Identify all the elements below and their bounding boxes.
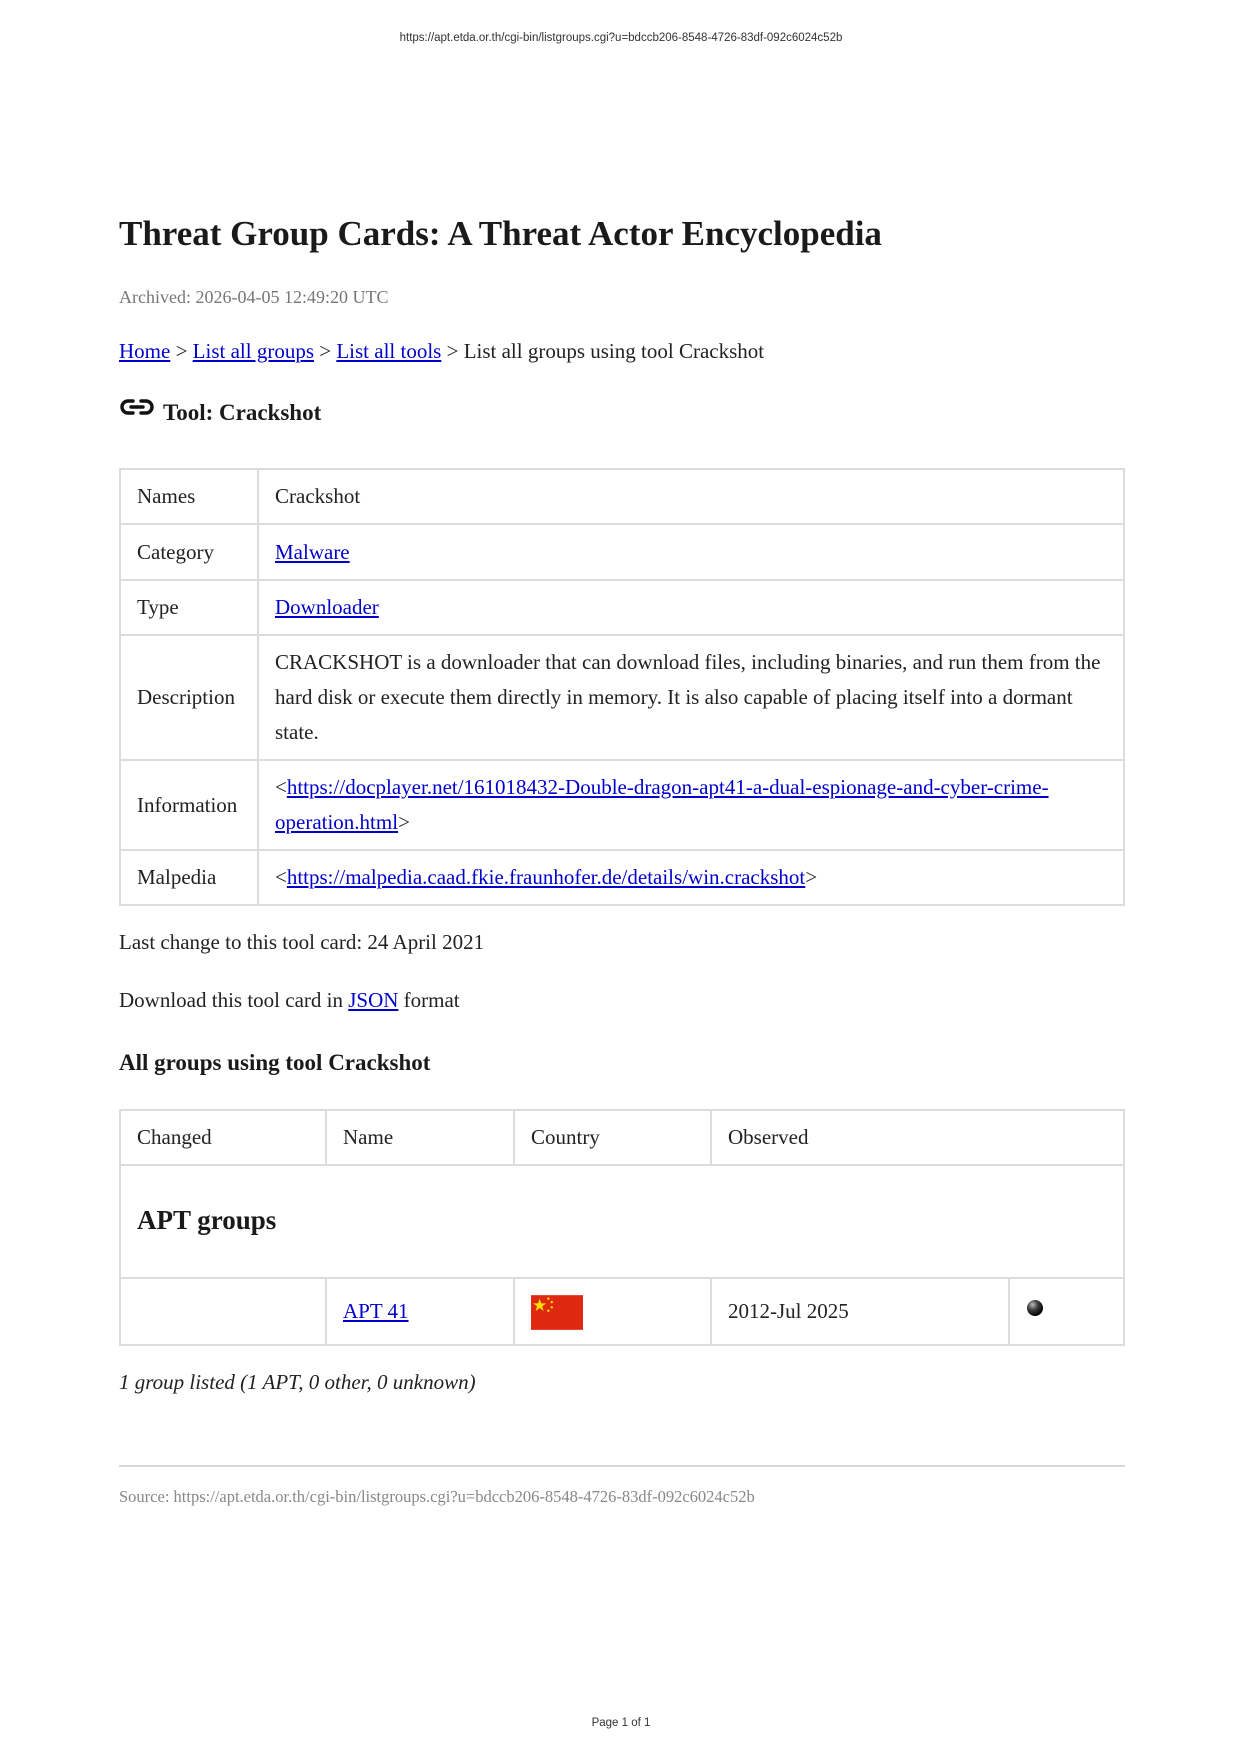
group-observed-cell: 2012-Jul 2025: [711, 1278, 1009, 1345]
tool-card-table: [119, 468, 1125, 906]
breadcrumb-list-groups-link[interactable]: List all groups: [192, 339, 314, 363]
apt-groups-section-row: [120, 1165, 1124, 1278]
tool-malpedia-cell: [258, 850, 1124, 905]
angle-open: <: [275, 775, 287, 799]
header-country: Country: [514, 1110, 711, 1165]
tool-heading-text: Tool: Crackshot: [163, 400, 322, 425]
tool-row-label: Information: [120, 760, 258, 850]
information-link[interactable]: https://docplayer.net/161018432-Double-dragon-apt41-a-dual-espionage-and-cyber-crime-operation.html: [275, 775, 1049, 834]
download-line: [119, 988, 460, 1013]
tool-category-cell: [258, 524, 1124, 580]
tool-row-label: Description: [120, 635, 258, 760]
download-text-after: format: [398, 988, 460, 1012]
breadcrumb-separator: >: [175, 339, 188, 363]
angle-open: <: [275, 865, 287, 889]
breadcrumb-separator: >: [446, 339, 459, 363]
breadcrumb-list-tools-link[interactable]: List all tools: [336, 339, 442, 363]
source-url: Source: https://apt.etda.or.th/cgi-bin/listgroups.cgi?u=bdccb206-8548-4726-83df-092c6024c52b: [119, 1487, 755, 1506]
tool-type-cell: [258, 580, 1124, 635]
group-country-cell: [514, 1278, 711, 1345]
tool-names-value: Crackshot: [258, 469, 1124, 524]
json-download-link[interactable]: JSON: [348, 988, 399, 1012]
category-link[interactable]: Malware: [275, 539, 350, 564]
groups-table: [119, 1109, 1125, 1346]
groups-summary: 1 group listed (1 APT, 0 other, 0 unknown): [119, 1370, 476, 1394]
tool-information-cell: [258, 760, 1124, 850]
divider: [119, 1465, 1125, 1467]
type-link[interactable]: Downloader: [275, 595, 379, 619]
angle-close: >: [398, 810, 410, 834]
tool-row-label: Malpedia: [120, 850, 258, 905]
groups-heading: All groups using tool Crackshot: [119, 1050, 431, 1075]
breadcrumb-current: List all groups using tool Crackshot: [463, 339, 765, 363]
last-change-text: Last change to this tool card: 24 April 2021: [119, 930, 485, 954]
tool-row-label: Names: [120, 469, 258, 524]
header-changed: Changed: [120, 1110, 326, 1165]
page-title: Threat Group Cards: A Threat Actor Encyclopedia: [119, 214, 882, 253]
page-number: Page 1 of 1: [591, 1717, 651, 1729]
tool-description-value: CRACKSHOT is a downloader that can download files, including binaries, and run them from the hard disk or execute them directly in memory. It is also capable of placing itself into a dormant state.: [258, 635, 1124, 760]
angle-close: >: [805, 865, 818, 889]
table-row: [120, 1278, 1124, 1345]
china-flag-icon: [531, 1295, 583, 1330]
group-link-apt-41[interactable]: APT 41: [343, 1299, 409, 1323]
print-header-url: https://apt.etda.or.th/cgi-bin/listgroups.cgi?u=bdccb206-8548-4726-83df-092c6024c52b: [399, 32, 843, 44]
link-icon: [119, 394, 155, 420]
breadcrumb-home-link[interactable]: Home: [119, 339, 171, 363]
breadcrumb: [119, 339, 764, 364]
tool-row-description: [120, 635, 1124, 760]
tool-row-information: [120, 760, 1124, 850]
malpedia-link[interactable]: https://malpedia.caad.fkie.fraunhofer.de/details/win.crackshot: [286, 865, 806, 889]
black-sphere-icon: [1026, 1293, 1044, 1311]
group-name-cell: [326, 1278, 514, 1345]
header-name: Name: [326, 1110, 514, 1165]
archived-timestamp: Archived: 2026-04-05 12:49:20 UTC: [119, 287, 389, 307]
group-changed-cell: [120, 1278, 326, 1345]
tool-row-malpedia: [120, 850, 1124, 905]
tool-row-label: Category: [120, 524, 258, 580]
download-text-before: Download this tool card in: [119, 988, 349, 1012]
tool-row-category: [120, 524, 1124, 580]
tool-row-names: [120, 469, 1124, 524]
groups-header-row: [120, 1110, 1124, 1165]
tool-row-label: Type: [120, 580, 258, 635]
header-observed: Observed: [711, 1110, 1124, 1165]
breadcrumb-separator: >: [319, 339, 332, 363]
apt-groups-heading: APT groups: [137, 1205, 277, 1235]
tool-heading: [119, 400, 321, 426]
group-status-cell: [1009, 1278, 1124, 1345]
apt-groups-section-cell: [120, 1165, 1124, 1278]
tool-row-type: [120, 580, 1124, 635]
